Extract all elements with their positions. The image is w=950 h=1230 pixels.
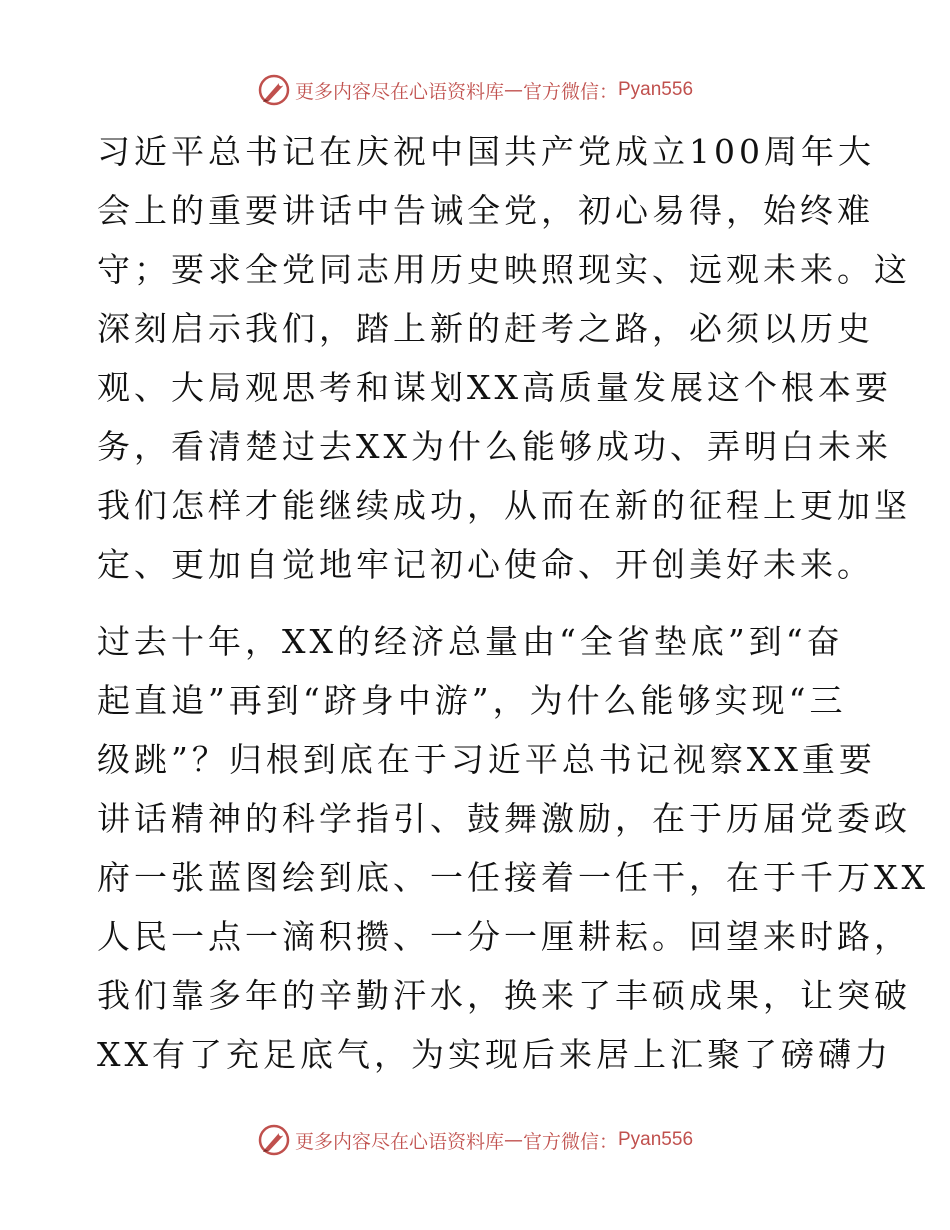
footer-banner [0, 1120, 950, 1160]
text-line: 我们靠多年的辛勤汗水，换来了丰硕成果，让突破 [97, 976, 911, 1015]
text-line: 观、大局观思考和谋划XX高质量发展这个根本要 [97, 368, 892, 407]
banner-site-text: 更多内容尽在心语资料库 [294, 80, 504, 103]
text-line: 讲话精神的科学指引、鼓舞激励，在于历届党委政 [97, 799, 911, 838]
text-line: 我们怎样才能继续成功，从而在新的征程上更加坚 [97, 486, 911, 525]
header-banner [0, 70, 950, 110]
paragraph-spacer [97, 594, 857, 612]
text-line: 定、更加自觉地牢记初心使命、开创美好未来。 [97, 545, 874, 584]
text-line: 习近平总书记在庆祝中国共产党成立100周年大 [97, 132, 875, 171]
text-line: 会上的重要讲话中告诫全党，初心易得，始终难 [97, 191, 874, 230]
text-line: 过去十年，XX的经济总量由“全省垫底”到“奋 [97, 622, 844, 661]
text-line: 起直追”再到“跻身中游”，为什么能够实现“三 [97, 681, 847, 720]
banner-wechat-id: Pyan556 [618, 79, 694, 100]
banner-wechat-id: Pyan556 [618, 1129, 694, 1150]
red-pen-logo-icon [257, 1123, 291, 1157]
paragraph-2 [97, 612, 929, 1084]
text-line: XX有了充足底气，为实现后来居上汇聚了磅礴力 [97, 1035, 892, 1074]
text-line: 深刻启示我们，踏上新的赶考之路，必须以历史 [97, 309, 874, 348]
document-body [97, 122, 929, 1084]
text-line: 人民一点一滴积攒、一分一厘耕耘。回望来时路， [97, 917, 911, 956]
banner-wechat-label: 官方微信： [522, 1130, 618, 1153]
banner-site-text: 更多内容尽在心语资料库 [294, 1130, 504, 1153]
text-line: 级跳”？归根到底在于习近平总书记视察XX重要 [97, 740, 876, 779]
banner-wechat-label: 官方微信： [522, 80, 618, 103]
paragraph-1 [97, 122, 911, 594]
red-pen-logo-icon [257, 73, 291, 107]
banner-dash: — [503, 79, 523, 101]
text-line: 守；要求全党同志用历史映照现实、远观未来。这 [97, 250, 911, 289]
banner-dash: — [503, 1129, 523, 1151]
text-line: 务，看清楚过去XX为什么能够成功、弄明白未来 [97, 427, 892, 466]
text-line: 府一张蓝图绘到底、一任接着一任干，在于千万XX [97, 858, 929, 897]
